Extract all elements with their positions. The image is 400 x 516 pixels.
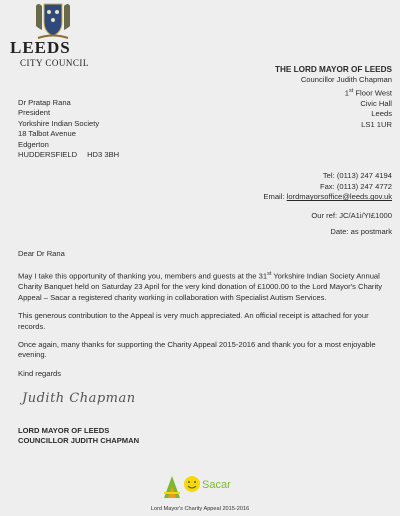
coat-of-arms-icon: [32, 0, 74, 40]
paragraph-2: This generous contribution to the Appeal is very much appreciated. An official receipt is attached for your records.: [18, 311, 369, 331]
handwritten-signature: Judith Chapman: [22, 391, 136, 406]
sacar-logo-text: Sacar: [202, 479, 231, 491]
recipient-area: Edgerton: [18, 139, 49, 149]
signatory-title: LORD MAYOR OF LEEDS: [18, 426, 110, 435]
sender-address: [192, 65, 392, 130]
references: [192, 210, 392, 238]
appeal-footer: Lord Mayor's Charity Appeal 2015-2016: [150, 506, 250, 512]
sender-org: THE LORD MAYOR OF LEEDS: [274, 65, 392, 74]
recipient-org: Yorkshire Indian Society: [18, 118, 100, 128]
paragraph-1: May I take this opportunity of thanking you, members and guests at the 31st Yorkshire Indian Society Annual Charity Banquet held on Saturday 23 April for the very kind donation of £1000.00 to the Lord Mayor's Charity Appeal – Sacar a registered charity working in collaboration with Specialist Autism Services.: [18, 271, 383, 302]
sender-city: Leeds: [371, 109, 392, 119]
contact-details: [172, 171, 392, 203]
sacar-logo-icon: [162, 474, 252, 500]
council-subtitle: CITY COUNCIL: [20, 58, 89, 68]
recipient-town-line: HUDDERSFIELD HD3 3BH: [18, 150, 120, 160]
sender-name: Councillor Judith Chapman: [300, 75, 392, 85]
email-line: Email: lordmayorsoffice@leeds.gov.uk: [263, 192, 392, 202]
salutation: Dear Dr Rana: [18, 249, 65, 258]
sender-floor: 1st Floor West: [344, 87, 392, 98]
our-reference: Our ref: JC/A1i/YI£1000: [311, 211, 392, 220]
recipient-street: 18 Talbot Avenue: [18, 129, 76, 139]
closing: Kind regards: [18, 368, 62, 378]
sender-postcode: LS1 1UR: [361, 119, 392, 129]
signatory-block: [18, 426, 139, 447]
recipient-address: [18, 98, 119, 160]
paragraph-3: Once again, many thanks for supporting the Charity Appeal 2015-2016 and thank you for a most enjoyable evening.: [18, 339, 376, 360]
recipient-role: President: [18, 108, 51, 118]
recipient-name: Dr Pratap Rana: [18, 98, 71, 107]
council-name: LEEDS: [10, 38, 71, 57]
fax: Fax: (0113) 247 4772: [319, 181, 392, 191]
letter-body: [18, 249, 390, 387]
sender-building: Civic Hall: [360, 98, 392, 108]
letter-date: Date: as postmark: [330, 227, 392, 236]
email-link[interactable]: lordmayorsoffice@leeds.gov.uk: [286, 192, 392, 202]
telephone: Tel: (0113) 247 4194: [322, 171, 392, 180]
signatory-name: COUNCILLOR JUDITH CHAPMAN: [18, 436, 140, 446]
